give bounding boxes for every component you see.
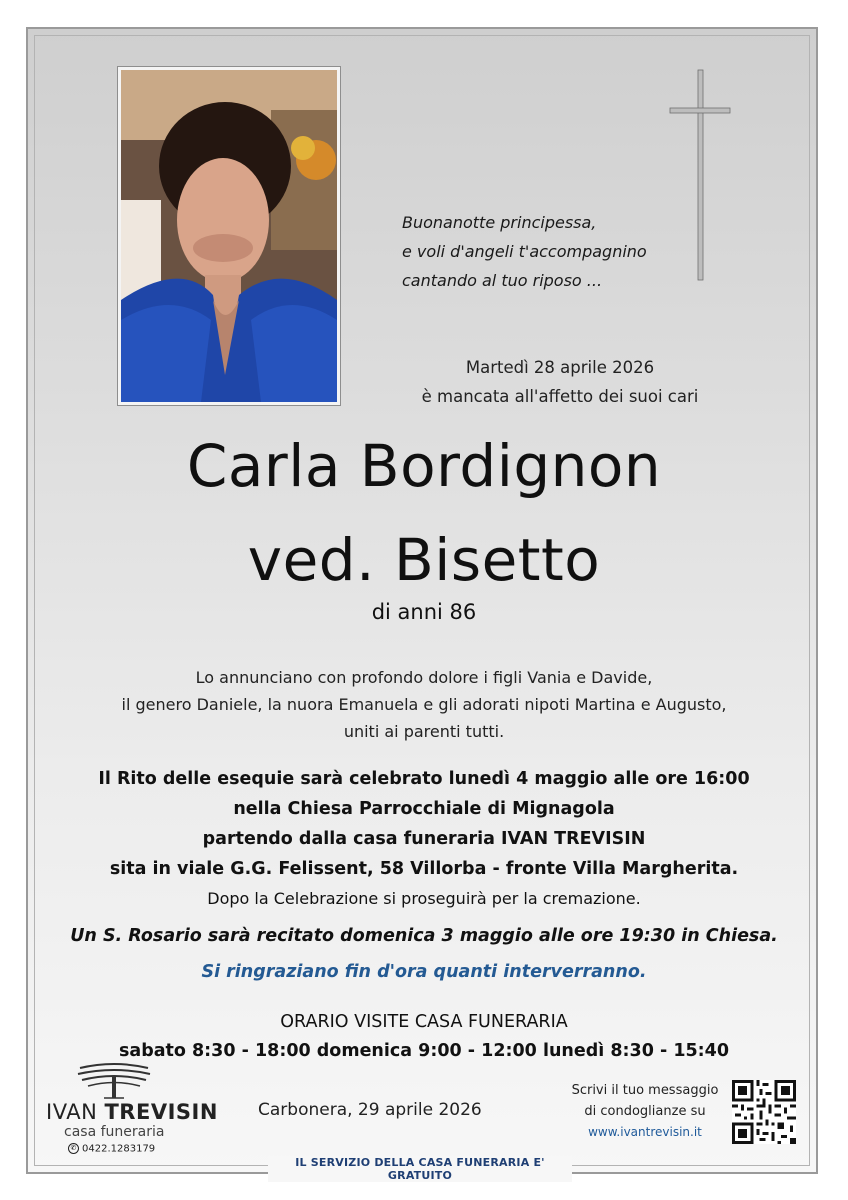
footer-notice: IL SERVIZIO DELLA CASA FUNERARIA E' GRATUITO [268, 1156, 572, 1182]
condolences-line-2: di condoglianze su [584, 1104, 706, 1119]
tree-logo-icon [74, 1062, 154, 1100]
death-text: è mancata all'affetto dei suoi cari [421, 387, 699, 406]
logo-name-last: TREVISIN [104, 1100, 218, 1124]
announcement-line-3: uniti ai parenti tutti. [343, 722, 505, 741]
condolences-box [570, 1080, 720, 1143]
funeral-line-1: Il Rito delle esequie sarà celebrato lunedì 4 maggio alle ore 16:00 [98, 769, 750, 789]
death-date: Martedì 28 aprile 2026 [465, 358, 655, 377]
poem-line-3: cantando al tuo riposo ... [402, 271, 603, 290]
poem-line-1: Buonanotte principessa, [402, 213, 597, 232]
funeral-line-2: nella Chiesa Parrocchiale di Mignagola [233, 799, 615, 819]
announcement-line-1: Lo annunciano con profondo dolore i figli Vania e Davide, [195, 668, 653, 687]
funeral-line-5: Dopo la Celebrazione si proseguirà per la cremazione. [207, 889, 641, 908]
funeral-line-3: partendo dalla casa funeraria IVAN TREVISIN [202, 829, 646, 849]
rosary-notice: Un S. Rosario sarà recitato domenica 3 maggio alle ore 19:30 in Chiesa. [70, 926, 778, 946]
qr-code[interactable] [732, 1080, 796, 1144]
deceased-name: Carla Bordignon [186, 432, 662, 500]
announcement-line-2: il genero Daniele, la nuora Emanuela e gli adorati nipoti Martina e Augusto, [121, 695, 727, 714]
poem [402, 208, 702, 295]
logo-name [46, 1100, 218, 1124]
place-date: Carbonera, 29 aprile 2026 [258, 1100, 482, 1120]
condolences-line-1: Scrivi il tuo messaggio [571, 1083, 719, 1098]
logo-subtitle: casa funeraria [64, 1124, 165, 1140]
funeral-line-4: sita in viale G.G. Felissent, 58 Villorba - fronte Villa Margherita. [109, 859, 739, 879]
visits-title: ORARIO VISITE CASA FUNERARIA [280, 1012, 568, 1032]
phone-number: 0422.1283179 [82, 1143, 156, 1155]
poem-line-2: e voli d'angeli t'accompagnino [402, 242, 647, 261]
logo-phone [68, 1143, 155, 1155]
thanks-notice: Si ringraziano fin d'ora quanti interverranno. [201, 962, 647, 982]
funeral-details [0, 764, 848, 914]
condolences-url[interactable]: www.ivantrevisin.it [588, 1125, 702, 1139]
announcement [0, 664, 848, 745]
deceased-age: di anni 86 [371, 600, 477, 624]
deceased-married-name: ved. Bisetto [247, 526, 601, 594]
portrait-photo [118, 67, 340, 405]
visits-hours: sabato 8:30 - 18:00 domenica 9:00 - 12:00 lunedì 8:30 - 15:40 [118, 1041, 730, 1061]
logo-name-first: IVAN [46, 1100, 98, 1124]
phone-icon: ✆ [68, 1143, 79, 1154]
